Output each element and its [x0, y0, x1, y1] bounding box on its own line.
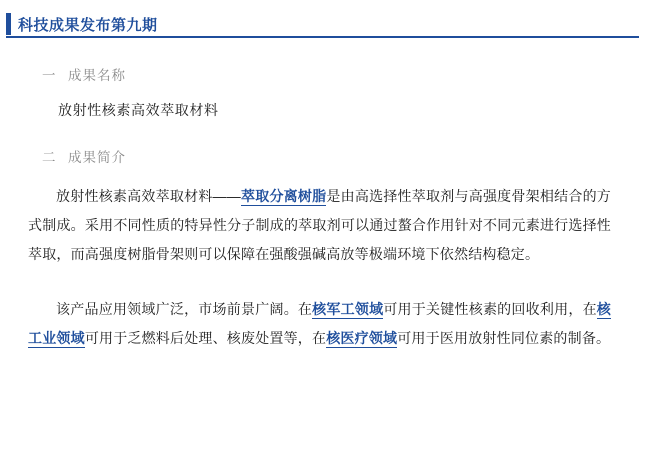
p1-text-part2: 是由高选择性萃取剂与高强度骨架相结合的方式制成。采用不同性质的特异性分子制成的萃取剂可以通过螯合作用针对不同元素进行选择性萃取，而高强度树脂骨架则可以保障在强酸强碱高放等极端环境下依然结构稳定。: [28, 188, 611, 262]
section-heading-intro: [28, 146, 611, 166]
p2-keyword-industry: 核工业领域: [28, 301, 611, 346]
p2-text-part3: 可用于乏燃料后处理、核废处置等，在: [84, 330, 327, 346]
p1-text-part1: 放射性核素高效萃取材料——: [56, 188, 241, 204]
document-page: [0, 10, 645, 457]
p2-text-part2: 可用于关键性核素的回收利用，在: [383, 301, 597, 317]
document-body: [0, 64, 645, 353]
p2-text-part1: 该产品应用领域广泛，市场前景广阔。在: [56, 301, 313, 317]
section-number-two: 二: [42, 150, 56, 165]
intro-paragraph-two: [28, 295, 611, 353]
intro-paragraph-one: [28, 182, 611, 269]
header-accent-bar: [6, 13, 11, 35]
section-heading-name: [28, 64, 611, 84]
header-underline: [6, 36, 639, 38]
section-label-name: 成果名称: [68, 68, 126, 83]
p2-keyword-military: 核军工领域: [312, 301, 384, 317]
page-title: 科技成果发布第九期: [18, 16, 158, 34]
p2-text-part4: 可用于医用放射性同位素的制备。: [397, 330, 611, 346]
result-name-value: 放射性核素高效萃取材料: [58, 102, 219, 118]
page-header-banner: [0, 10, 645, 38]
section-label-intro: 成果简介: [68, 150, 126, 165]
p1-keyword-resin: 萃取分离树脂: [240, 188, 327, 204]
p2-keyword-medical: 核医疗领域: [326, 330, 398, 346]
section-number-one: 一: [42, 68, 56, 83]
